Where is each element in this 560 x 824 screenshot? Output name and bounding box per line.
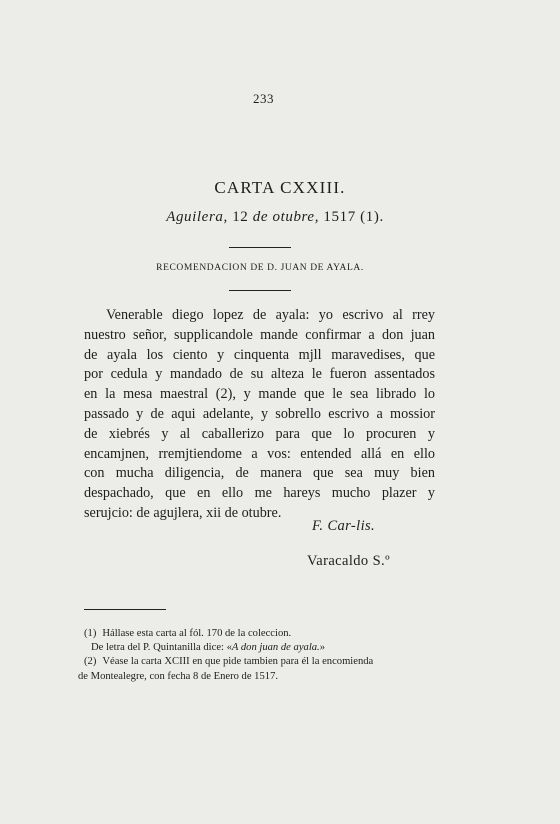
footnote-1-cont-prefix: De letra del P. Quintanilla dice: « bbox=[91, 642, 232, 654]
body-line: con mucha diligencia, de manera que sea muy bien bbox=[84, 465, 435, 482]
dateline-de: de bbox=[252, 209, 269, 225]
signature-secretary: Varacaldo S.º bbox=[307, 553, 390, 569]
body-line: por cedula y mandado de su alteza le fueron assentados bbox=[84, 366, 435, 383]
body-line: Venerable diego lopez de ayala: yo escrivo al rrey bbox=[106, 307, 435, 323]
footnote-2-number: (2) bbox=[84, 656, 97, 668]
footnote-2-continuation: de Montealegre, con fecha 8 de Enero de 1517. bbox=[78, 670, 279, 682]
body-line: nuestro señor, supplicandole mande confirmar a don juan bbox=[84, 326, 435, 343]
letter-subheading: RECOMENDACION DE D. JUAN DE AYALA. bbox=[156, 263, 364, 273]
footnote-1-continuation bbox=[84, 641, 444, 655]
footnote-1-number: (1) bbox=[84, 628, 97, 639]
letter-body bbox=[84, 306, 435, 524]
dateline bbox=[0, 209, 550, 226]
body-line: en la mesa maestral (2), y mande que le sea librado lo bbox=[84, 386, 435, 403]
footnote-rule bbox=[84, 609, 166, 610]
dateline-month: otubre, bbox=[272, 209, 320, 225]
dateline-note-ref: (1). bbox=[360, 209, 384, 225]
letter-heading: CARTA CXXIII. bbox=[214, 178, 346, 197]
footnotes bbox=[78, 627, 444, 684]
footnote-2-text: Véase la carta XCIII en que pide tambien para él la encomienda bbox=[102, 656, 374, 668]
footnote-2 bbox=[84, 655, 444, 669]
dateline-place: Aguilera, bbox=[166, 209, 228, 225]
footnote-1 bbox=[84, 627, 444, 641]
body-line: serujcio: de agujlera, xii de otubre. bbox=[84, 504, 282, 521]
body-line: de xiebrés y al caballerizo para que lo procuren y bbox=[84, 425, 435, 442]
footnote-1-cont-italic: A don juan de ayala. bbox=[231, 642, 320, 654]
footnote-1-cont-suffix: » bbox=[319, 642, 325, 654]
signature-king: F. Car-lis. bbox=[312, 518, 376, 534]
heading-rule-top bbox=[229, 247, 291, 248]
body-line: despachado, que en ello me hareys mucho plazer y bbox=[84, 485, 435, 502]
body-line: encamjnen, rremjtiendome a vos: entended allá en ello bbox=[84, 445, 435, 462]
page-number: 233 bbox=[253, 91, 274, 106]
dateline-year: 1517 bbox=[323, 209, 356, 225]
body-line: de ayala los ciento y cinquenta mjll maravedises, que bbox=[84, 346, 435, 363]
footnote-1-text: Hállase esta carta al fól. 170 de la coleccion. bbox=[102, 628, 292, 639]
dateline-day: 12 bbox=[232, 209, 249, 225]
body-line: passado y de aqui adelante, y sobrello escrivo a mossior bbox=[84, 405, 435, 422]
heading-rule-bottom bbox=[229, 290, 291, 291]
